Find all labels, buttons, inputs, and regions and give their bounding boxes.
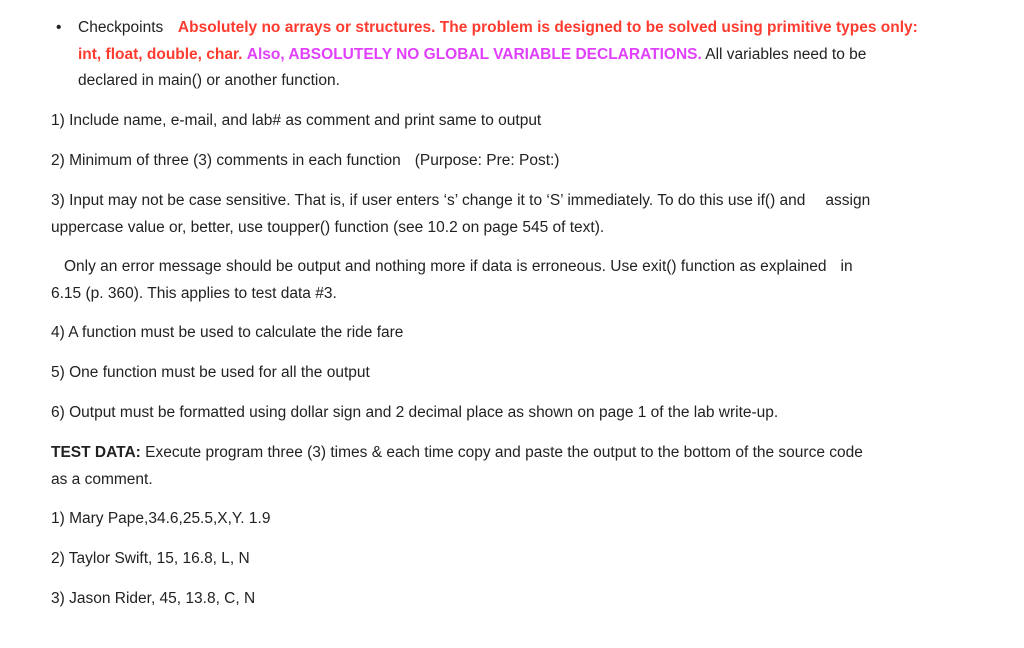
checkpoints-paragraph xyxy=(56,15,978,95)
rule-2 xyxy=(51,148,961,175)
no-arrays-warning: Absolutely no arrays or structures. The problem is designed to be solved using primitive types only: xyxy=(177,19,918,36)
test-data-item: 1) Mary Pape,34.6,25.5,X,Y. 1.9 xyxy=(51,510,271,527)
error-note-line-2: 6.15 (p. 360). This applies to test data #3. xyxy=(51,284,337,302)
rule-3-line-1-tail: assign xyxy=(825,192,871,209)
test-data-paragraph xyxy=(51,440,961,493)
test-data-item: 3) Jason Rider, 45, 13.8, C, N xyxy=(51,590,256,607)
rule-3-line-1: 3) Input may not be case sensitive. That is, if user enters ‘s’ change it to ‘S’ immediately. To do this use if() and xyxy=(51,192,806,209)
rule-6: 6) Output must be formatted using dollar sign and 2 decimal place as shown on page 1 of the lab write-up. xyxy=(51,404,779,421)
no-globals-warning: Also, ABSOLUTELY NO GLOBAL VARIABLE DECLARATIONS. xyxy=(246,45,702,63)
rule-3 xyxy=(51,188,961,241)
checkpoints-label: Checkpoints xyxy=(78,19,164,36)
rule-2-text: 2) Minimum of three (3) comments in each function xyxy=(51,152,401,169)
variables-note-continued: declared in main() or another function. xyxy=(78,72,340,89)
error-note-line-1-tail: in xyxy=(840,258,853,275)
test-data-description-continued: as a comment. xyxy=(51,470,153,488)
test-data-label: TEST DATA: xyxy=(51,444,141,461)
primitive-types-list: int, float, double, char. xyxy=(78,45,243,63)
rule-2-purpose: (Purpose: Pre: Post:) xyxy=(414,152,560,169)
rule-4: 4) A function must be used to calculate the ride fare xyxy=(51,324,404,341)
rule-5: 5) One function must be used for all the output xyxy=(51,364,370,381)
variables-note: All variables need to be xyxy=(705,45,867,63)
test-data-description: Execute program three (3) times & each time copy and paste the output to the bottom of the source code xyxy=(145,444,863,461)
test-data-item: 2) Taylor Swift, 15, 16.8, L, N xyxy=(51,550,250,567)
rule-1: 1) Include name, e-mail, and lab# as comment and print same to output xyxy=(51,112,542,129)
error-note xyxy=(51,254,961,307)
rule-3-line-2: uppercase value or, better, use toupper() function (see 10.2 on page 545 of text). xyxy=(51,218,605,236)
bullet-icon: • xyxy=(56,19,62,36)
error-note-line-1: Only an error message should be output and nothing more if data is erroneous. Use exit() function as explained xyxy=(64,258,827,275)
